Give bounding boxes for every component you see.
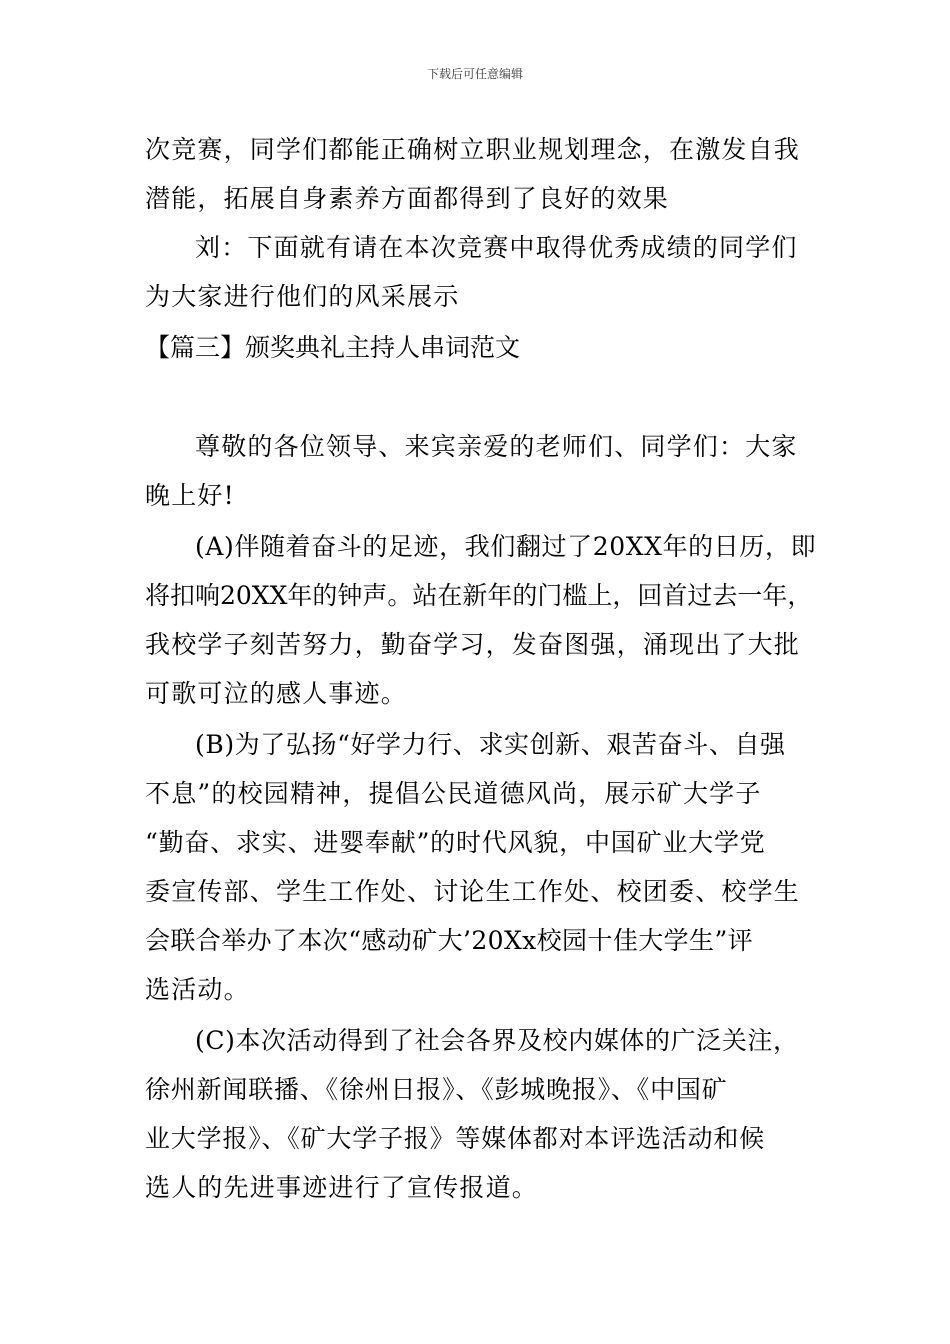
text-line: 不息”的校园精神，提倡公民道德风尚，展示矿大学子 [145,779,762,808]
text-line: 会联合举办了本次“感动矿大’20Xx校园十佳大学生”评 [145,926,754,955]
text-line: 将扣响20XX年的钟声。站在新年的门槛上，回首过去一年， [145,581,813,610]
text-line: (B)为了弘扬“好学力行、求实创新、艰苦奋斗、自强 [195,730,786,759]
text-line: 选人的先进事迹进行了宣传报道。 [145,1173,539,1202]
page-header: 下载后可任意编辑 [426,67,523,81]
text-line: 次竞赛，同学们都能正确树立职业规划理念，在激发自我 [145,135,801,164]
text-line: 徐州新闻联播、《徐州日报》、《彭城晚报》、《中国矿 [145,1075,728,1104]
section-heading: 【篇三】颁奖典礼主持人串词范文 [145,333,521,362]
text-line: 我校学子刻苦努力，勤奋学习，发奋图强，涌现出了大批 [145,630,801,659]
text-line: 晚上好! [145,481,235,510]
text-line: 为大家进行他们的风采展示 [145,282,460,311]
text-line: (A)伴随着奋斗的足迹，我们翻过了20XX年的日历，即 [195,532,817,561]
text-line: “勤奋、求实、进婴奉献”的时代风貌，中国矿业大学党 [145,828,766,857]
text-line: 业大学报》、《矿大学子报》等媒体都对本评选活动和候 [145,1124,766,1153]
text-line: 可歌可泣的感人事迹。 [145,679,408,708]
text-line: 选活动。 [145,975,250,1004]
text-line: 尊敬的各位领导、来宾亲爱的老师们、同学们：大家 [195,432,798,461]
text-line: 潜能，拓展自身素养方面都得到了良好的效果 [145,184,670,213]
text-line: 刘：下面就有请在本次竞赛中取得优秀成绩的同学们 [195,233,798,262]
text-line: 委宣传部、学生工作处、讨论生工作处、校团委、校学生 [145,877,801,906]
text-line: (C)本次活动得到了社会各界及校内媒体的广泛关注， [195,1026,799,1055]
